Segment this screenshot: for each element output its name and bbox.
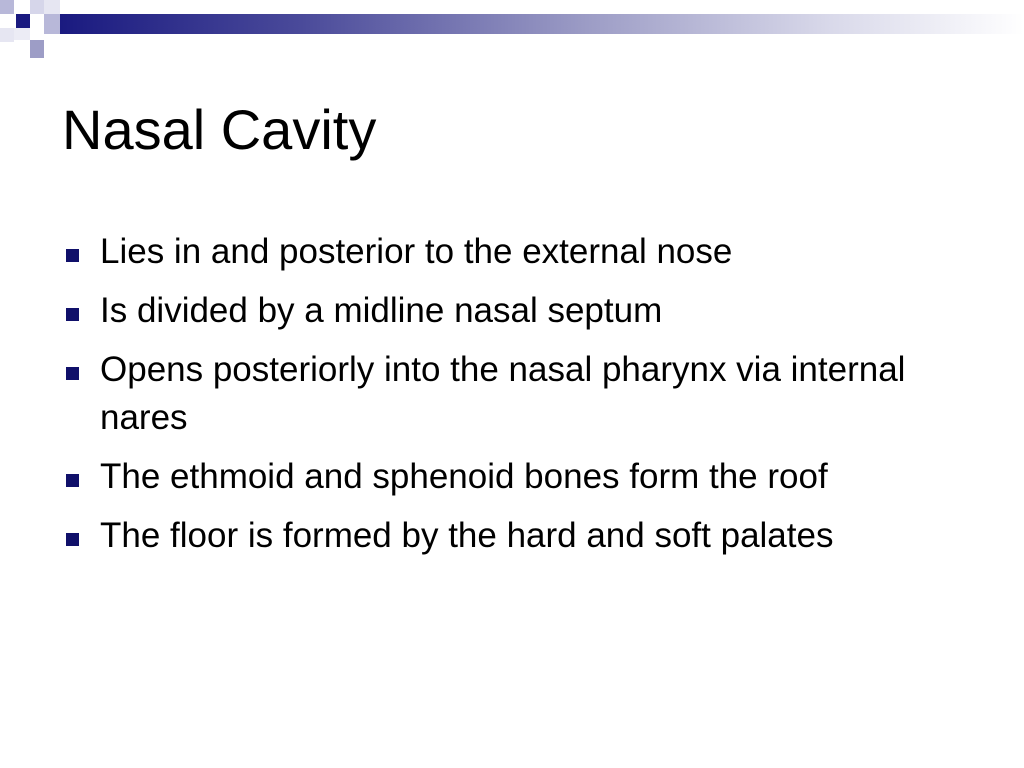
square-bullet-icon bbox=[66, 474, 79, 487]
bullet-item bbox=[62, 346, 982, 442]
bullet-text: Opens posteriorly into the nasal pharynx via internal nares bbox=[100, 350, 906, 437]
square-bullet-icon bbox=[66, 308, 79, 321]
bullet-text: Lies in and posterior to the external nose bbox=[100, 232, 733, 271]
header-gradient-bar bbox=[60, 14, 1024, 34]
decorative-square bbox=[30, 40, 44, 58]
bullet-item bbox=[62, 287, 982, 335]
decorative-square bbox=[14, 28, 30, 40]
header-decoration bbox=[0, 0, 1024, 70]
decorative-square bbox=[16, 14, 30, 28]
square-bullet-icon bbox=[66, 249, 79, 262]
decorative-square bbox=[44, 0, 60, 14]
bullet-item bbox=[62, 228, 982, 276]
decorative-square bbox=[44, 14, 60, 34]
decorative-square bbox=[0, 28, 14, 42]
decorative-square bbox=[30, 0, 44, 14]
bullet-text: The floor is formed by the hard and soft palates bbox=[100, 516, 834, 555]
bullet-item bbox=[62, 512, 982, 560]
bullet-text: The ethmoid and sphenoid bones form the roof bbox=[100, 457, 828, 496]
decorative-square bbox=[0, 0, 14, 14]
bullet-text: Is divided by a midline nasal septum bbox=[100, 291, 663, 330]
bullet-list bbox=[62, 228, 982, 571]
square-bullet-icon bbox=[66, 533, 79, 546]
bullet-item bbox=[62, 453, 982, 501]
square-bullet-icon bbox=[66, 367, 79, 380]
slide-title: Nasal Cavity bbox=[62, 98, 377, 161]
